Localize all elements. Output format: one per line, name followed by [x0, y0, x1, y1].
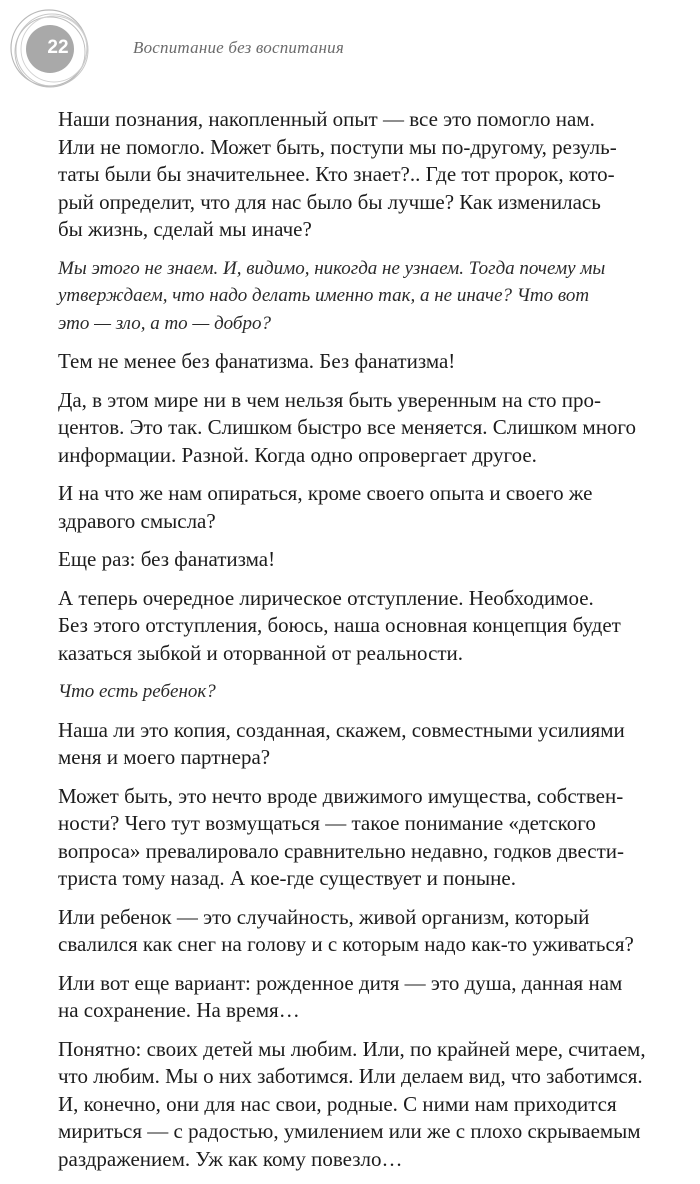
body-text — [58, 106, 688, 1184]
paragraph: Или вот еще вариант: рожденное дитя — это душа, данная нам на сохранение. На время… — [58, 970, 623, 1022]
paragraph: Еще раз: без фанатизма! — [58, 547, 276, 571]
running-title: Воспитание без воспитания — [133, 38, 344, 57]
page-header — [0, 0, 700, 100]
paragraph: Наша ли это копия, созданная, скажем, совместными усилиями меня и моего партнера? — [58, 717, 625, 769]
paragraph: Понятно: своих детей мы любим. Или, по крайней мере, считаем, что любим. Мы о них заботимся. Или делаем вид, что заботимся. И, конечно, они для нас свои, родные. С ними нам приходится мириться — с радостью, умилением или же с плохо скрываемым раздражением. Уж как кому повезло… — [58, 1036, 646, 1171]
paragraph: Наши познания, накопленный опыт — все это помогло нам. Или не помогло. Может быть, поступи мы по-другому, резуль- таты были бы значительнее. Кто знает?.. Где тот пророк, кото- рый определит, что для нас было бы лучше? Как изменилась бы жизнь, сделай мы иначе? — [58, 107, 617, 241]
paragraph: Да, в этом мире ни в чем нельзя быть уверенным на сто про- центов. Это так. Слишком быстро все меняется. Слишком много информации. Разной. Когда одно опровергает другое. — [58, 387, 637, 467]
paragraph: А теперь очередное лирическое отступление. Необходимое. Без этого отступления, боюсь, наша основная концепция будет казаться зыбкой и оторванной от реальности. — [58, 585, 621, 665]
paragraph: Или ребенок — это случайность, живой организм, который свалился как снег на голову и с которым надо как-то уживаться? — [58, 904, 634, 956]
page-number-badge — [8, 6, 98, 96]
paragraph: Тем не менее без фанатизма. Без фанатизма! — [58, 349, 456, 373]
paragraph: И на что же нам опираться, кроме своего опыта и своего же здравого смысла? — [58, 481, 593, 533]
paragraph: Может быть, это нечто вроде движимого имущества, собствен- ности? Чего тут возмущаться — такое понимание «детского вопроса» превалировало сравнительно недавно, годков двести- триста тому назад. А кое-где существует и поныне. — [58, 783, 625, 890]
paragraph: Что есть ребенок? — [58, 681, 216, 702]
paragraph: Мы этого не знаем. И, видимо, никогда не узнаем. Тогда почему мы утверждаем, что надо делать именно так, а не иначе? Что вот это — зло, а то — добро? — [58, 257, 606, 334]
page-number: 22 — [47, 37, 69, 58]
